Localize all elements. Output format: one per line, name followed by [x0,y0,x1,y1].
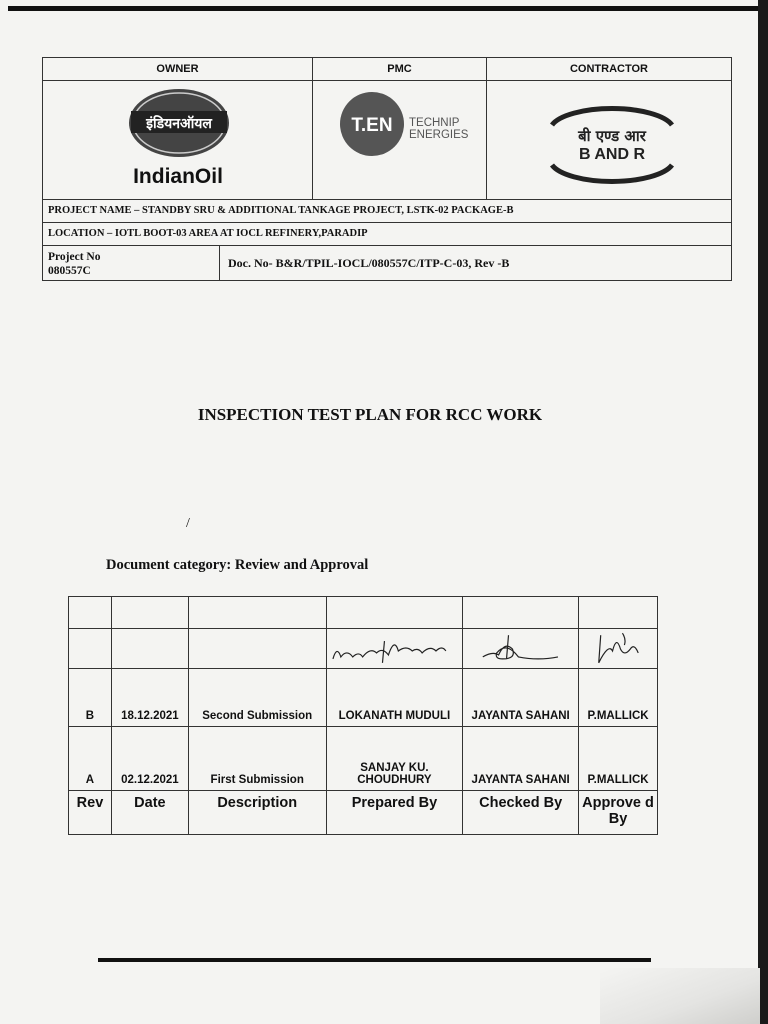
indianoil-hindi: इंडियनऑयल [146,116,212,132]
header-prepared-by: Prepared By [326,791,463,835]
checked-signature [463,629,579,669]
technip-word: TECHNIP [409,117,460,129]
contractor-cell [487,58,731,199]
project-no-cell [43,246,220,280]
logo-row [43,58,731,200]
contractor-label: CONTRACTOR [487,58,731,81]
scan-right-edge [758,0,768,1024]
scan-top-border [8,6,760,11]
document-title: INSPECTION TEST PLAN FOR RCC WORK [197,405,543,424]
location: LOCATION – IOTL BOOT-03 AREA AT IOCL REFINERY,PARADIP [48,228,368,239]
table-row: B 18.12.2021 Second Submission LOKANATH MUDULI JAYANTA SAHANI P.MALLICK [69,669,658,727]
indianoil-text: IndianOil [133,165,223,188]
table-header-row [69,791,658,835]
document-number: Doc. No- B&R/TPIL-IOCL/080557C/ITP-C-03, Rev -B [228,256,510,270]
project-no-label: Project No [48,251,101,263]
prepared-signature [326,629,463,669]
signature-row [69,629,658,669]
revision-table [68,596,658,835]
footer-rule [98,958,651,962]
header-rev: Rev [69,791,112,835]
stray-mark: / [186,516,190,531]
header-date: Date [111,791,188,835]
b-and-r-hindi: बी एण्ड आर [578,127,646,145]
table-row: A 02.12.2021 First Submission SANJAY KU. CHOUDHURY JAYANTA SAHANI P.MALLICK [69,727,658,791]
energies-word: ENERGIES [409,129,469,141]
header-checked-by: Checked By [463,791,579,835]
indianoil-logo [127,87,231,159]
header-description: Description [188,791,326,835]
document-category: Document category: Review and Approval [106,557,369,573]
owner-label: OWNER [43,58,312,81]
project-name: PROJECT NAME – STANDBY SRU & ADDITIONAL TANKAGE PROJECT, LSTK-02 PACKAGE-B [48,205,514,216]
b-and-r-logo [542,103,682,185]
approved-signature [579,629,658,669]
project-no-value: 080557C [48,265,91,277]
pmc-cell [313,58,487,199]
owner-cell [43,58,313,199]
pmc-label: PMC [313,58,486,81]
page-fold-shadow [600,968,760,1024]
header-approved-by: Approve d By [579,791,658,835]
table-row [69,597,658,629]
ten-mark: T.EN [351,115,393,136]
technip-energies-logo [339,91,405,157]
header-table [42,57,732,281]
b-and-r-text: B AND R [578,146,646,163]
